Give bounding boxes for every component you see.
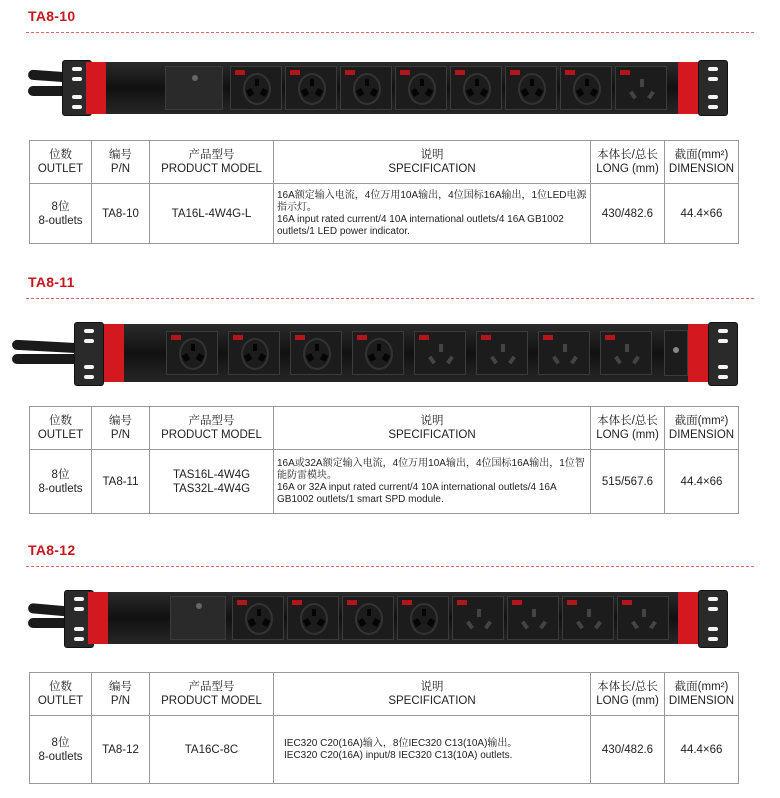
dashed-divider (26, 566, 754, 567)
header-long: 本体长/总长 LONG (mm) (591, 141, 665, 184)
red-end-cap-left (88, 592, 108, 644)
header-pn: 编号 P/N (92, 407, 150, 450)
header-outlet: 位数 OUTLET (30, 407, 92, 450)
cell-long: 430/482.6 (591, 716, 665, 784)
gb-outlet-icon (538, 331, 590, 375)
cell-outlet: 8位 8-outlets (30, 450, 92, 514)
universal-outlet-icon (287, 596, 339, 640)
section-ta8-11 (0, 266, 780, 532)
pdu-product-image (0, 52, 780, 124)
mounting-ear-right (698, 60, 728, 116)
header-dimension: 截面(mm²) DIMENSION (665, 141, 739, 184)
c13-outlet-icon (507, 596, 559, 640)
header-model: 产品型号 PRODUCT MODEL (150, 407, 274, 450)
section-ta8-12 (0, 534, 780, 798)
table-header-row (30, 673, 739, 716)
power-inlet-module (170, 596, 226, 640)
universal-outlet-icon (560, 66, 612, 110)
cell-dimension: 44.4×66 (665, 716, 739, 784)
section-title: TA8-11 (28, 274, 75, 290)
table-header-row (30, 141, 739, 184)
header-spec: 说明 SPECIFICATION (274, 141, 591, 184)
universal-outlet-icon (450, 66, 502, 110)
header-dimension: 截面(mm²) DIMENSION (665, 673, 739, 716)
red-end-cap-right (678, 62, 698, 114)
spec-table (29, 406, 739, 514)
led-indicator-module (165, 66, 223, 110)
universal-outlet-icon (505, 66, 557, 110)
spd-module (664, 330, 688, 376)
universal-outlet-icon (166, 331, 218, 375)
table-row (30, 450, 739, 514)
gb-outlet-icon (600, 331, 652, 375)
universal-outlet-icon (230, 66, 282, 110)
cell-spec: 16A额定输入电流，4位万用10A输出，4位国标16A输出，1位LED电源指示灯。 16A input rated current/4 10A international outlets/4 16A GB1002 outlets/1 LED power indicator. (274, 184, 591, 244)
c13-outlet-icon (617, 596, 669, 640)
dashed-divider (26, 298, 754, 299)
header-spec: 说明 SPECIFICATION (274, 407, 591, 450)
table-header-row (30, 407, 739, 450)
gb-outlet-icon (476, 331, 528, 375)
universal-outlet-icon (352, 331, 404, 375)
universal-outlet-icon (340, 66, 392, 110)
red-end-cap-left (86, 62, 106, 114)
section-title: TA8-12 (28, 542, 76, 558)
universal-outlet-icon (290, 331, 342, 375)
mounting-ear-left (74, 322, 104, 386)
gb-outlet-icon (615, 66, 667, 110)
header-model: 产品型号 PRODUCT MODEL (150, 673, 274, 716)
cell-spec: IEC320 C20(16A)输入，8位IEC320 C13(10A)输出。 IEC320 C20(16A) input/8 IEC320 C13(10A) outlets. (274, 716, 591, 784)
section-ta8-10 (0, 0, 780, 265)
cell-pn: TA8-10 (92, 184, 150, 244)
header-outlet: 位数 OUTLET (30, 141, 92, 184)
pdu-product-image (0, 318, 780, 390)
header-pn: 编号 P/N (92, 141, 150, 184)
header-long: 本体长/总长 LONG (mm) (591, 407, 665, 450)
spec-table (29, 140, 739, 244)
cell-pn: TA8-12 (92, 716, 150, 784)
cell-model: TA16L-4W4G-L (150, 184, 274, 244)
cell-long: 515/567.6 (591, 450, 665, 514)
universal-outlet-icon (397, 596, 449, 640)
universal-outlet-icon (228, 331, 280, 375)
red-end-cap-right (688, 324, 708, 382)
cell-long: 430/482.6 (591, 184, 665, 244)
table-row (30, 716, 739, 784)
c13-outlet-icon (562, 596, 614, 640)
header-model: 产品型号 PRODUCT MODEL (150, 141, 274, 184)
header-pn: 编号 P/N (92, 673, 150, 716)
header-spec: 说明 SPECIFICATION (274, 673, 591, 716)
universal-outlet-icon (232, 596, 284, 640)
header-outlet: 位数 OUTLET (30, 673, 92, 716)
cell-pn: TA8-11 (92, 450, 150, 514)
mounting-ear-right (708, 322, 738, 386)
red-end-cap-right (678, 592, 698, 644)
spec-table (29, 672, 739, 784)
universal-outlet-icon (342, 596, 394, 640)
cell-outlet: 8位 8-outlets (30, 716, 92, 784)
header-dimension: 截面(mm²) DIMENSION (665, 407, 739, 450)
cell-outlet: 8位 8-outlets (30, 184, 92, 244)
pdu-product-image (0, 582, 780, 654)
gb-outlet-icon (414, 331, 466, 375)
table-row (30, 184, 739, 244)
universal-outlet-icon (285, 66, 337, 110)
c13-outlet-icon (452, 596, 504, 640)
cell-model: TAS16L-4W4G TAS32L-4W4G (150, 450, 274, 514)
cell-spec: 16A或32A额定输入电流，4位万用10A输出，4位国标16A输出，1位智能防雷模块。 16A or 32A input rated current/4 10A international outlets/4 16A GB1002 outlets/1 smart SPD module. (274, 450, 591, 514)
dashed-divider (26, 32, 754, 33)
universal-outlet-icon (395, 66, 447, 110)
mounting-ear-right (698, 590, 728, 648)
header-long: 本体长/总长 LONG (mm) (591, 673, 665, 716)
cell-dimension: 44.4×66 (665, 450, 739, 514)
cell-model: TA16C-8C (150, 716, 274, 784)
red-end-cap-left (104, 324, 124, 382)
section-title: TA8-10 (28, 8, 76, 24)
cell-dimension: 44.4×66 (665, 184, 739, 244)
